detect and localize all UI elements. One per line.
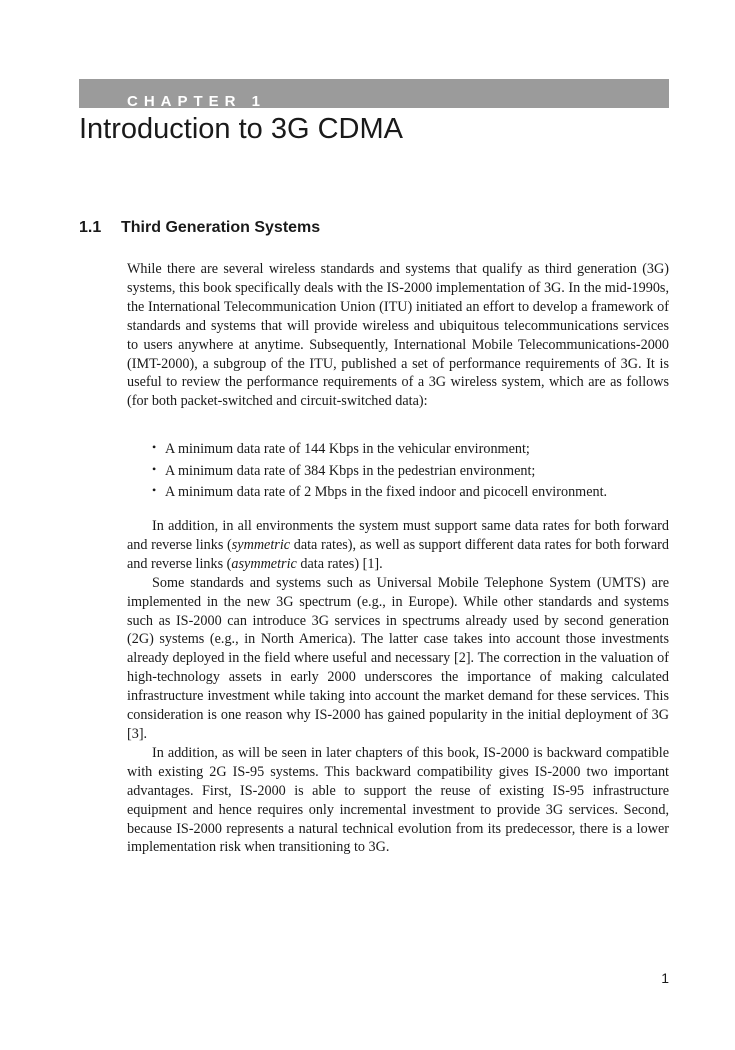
list-item-text: A minimum data rate of 2 Mbps in the fixed indoor and picocell environment. [165,484,608,500]
paragraph-compatibility: In addition, as will be seen in later chapters of this book, IS-2000 is backward compatible with existing 2G IS-95 systems. This backward compatibility gives IS-2000 two important advantages. First, IS-2000 is able to support the reuse of existing IS-95 infrastructure equipment and hence requires only incremental investment to provide 3G services. Second, because IS-2000 represents a natural technical evolution from its predecessor, there is a lower implementation risk when transitioning to 3G. [127,744,669,856]
paragraph-standards: Some standards and systems such as Universal Mobile Telephone System (UMTS) are implemented in the new 3G spectrum (e.g., in Europe). While other standards and systems such as IS-2000 can introduce 3G services in spectrums already used by second generation (2G) systems (e.g., in North America). The latter case takes into account those investments already deployed in the field where useful and necessary [2]. The correction in the valuation of high-technology assets in early 2000 underscores the importance of making calculated infrastructure investment while taking into account the market demand for these services. This consideration is one reason why IS-2000 has gained popularity in the initial deployment of 3G [3]. [127,574,669,742]
page-number: 1 [661,970,669,986]
section-number: 1.1 [79,219,102,236]
section-heading [79,217,320,239]
chapter-title: Introduction to 3G CDMA [79,113,403,145]
bullet-icon: • [152,483,157,497]
bullet-icon: • [152,440,157,454]
paragraph-intro: While there are several wireless standards and systems that qualify as third generation (3G) systems, this book specifically deals with the IS-2000 implementation of 3G. In the mid-1990s, the International Telecommunication Union (ITU) initiated an effort to develop a framework of standards and systems that will provide wireless and ubiquitous telecommunications services to users anywhere at anytime. Subsequently, International Mobile Telecommunications-2000 (IMT-2000), a subgroup of the ITU, published a set of performance requirements of 3G. It is useful to review the performance requirements of a 3G wireless system, which are as follows (for both packet-switched and circuit-switched data): [127,261,669,410]
requirements-list [152,439,677,504]
chapter-label: CHAPTER 1 [127,93,267,108]
chapter-banner [79,79,669,108]
emphasis-symmetric: symmetric [231,536,291,553]
paragraph-text: In addition, in all environments the system must support same data rates for both forward and reverse links ( [127,518,669,553]
bullet-icon: • [152,461,157,476]
list-item-text: A minimum data rate of 144 Kbps in the vehicular environment; [165,441,530,457]
paragraph-text: data rates) [1]. [296,555,383,572]
emphasis-asymmetric: asymmetric [231,555,297,572]
section-title: Third Generation Systems [121,219,321,236]
main-paragraph-block [127,517,669,857]
paragraph-text: data rates), as well as support different data rates for both forward and reverse links ( [127,536,669,572]
list-item [152,482,677,504]
paragraph-data-rates [127,517,669,574]
list-item [152,461,677,483]
list-item [152,439,677,461]
intro-paragraph-block [127,260,669,411]
list-item-text: A minimum data rate of 384 Kbps in the pedestrian environment; [165,462,536,479]
